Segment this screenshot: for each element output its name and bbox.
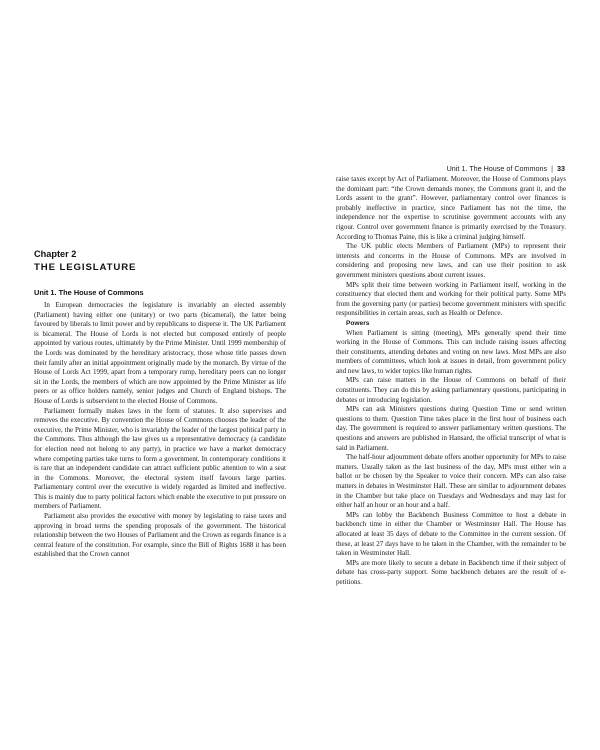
unit-heading: Unit 1. The House of Commons [34,288,144,297]
page-number: 33 [557,164,565,173]
body-paragraph: Parliament formally makes laws in the form of statutes. It also supervises and removes the executive. By convention the House of Commons chooses the leader of the executive, the Prime Minister, who is invariably the leader of the largest political party in the Commons. Thus although the law gives us a representative democracy (a candidate for election need not belong to any party), in practice we have a market democracy where competing parties take turns to form a government. In contemporary conditions it is rare that an independent candidate can attract sufficient public attention to win a seat in the Commons. Moreover, the electoral system itself favours large parties. Parliamentary control over the executive is widely regarded as limited and ineffective. This is mainly due to party political factors which enable the executive to put pressure on members of Parliament. [34,406,286,511]
section-subheading: Powers [346,319,370,327]
running-head-title: Unit 1. The House of Commons [446,164,548,173]
body-paragraph: MPs are more likely to secure a debate in Backbench time if their subject of debate has cross-party support. Some backbench debates are the result of e-petitions. [336,558,566,586]
body-paragraph: MPs can lobby the Backbench Business Committee to host a debate in backbench time in either the Chamber or Westminster Hall. The House has allocated at least 35 days of debate to the Committee in the current session. Of these, at least 27 days have to be taken in the Chamber, with the remainder to be taken in Westminster Hall. [336,510,566,558]
body-paragraph: MPs can ask Ministers questions during Question Time or send written questions to them. Question Time takes place in the first hour of business each day. The government is required to answer parliamentary written questions. The questions and answers are published in Hansard, the official transcript of what is said in Parliament. [336,405,566,452]
body-paragraph: MPs split their time between working in Parliament itself, working in the constituency that elected them and working for their political party. Some MPs from the governing party (or parties) become government ministers with specific responsibilities in certain areas, such as Health or Defence. [336,280,566,318]
body-paragraph: In European democracies the legislature is invariably an elected assembly (Parliament) having either one (unitary) or two parts (bicameral), the latter being favoured by liberals to limit power and by republicans to disperse it. The UK Parliament is bicameral. The House of Lords is not elected but composed entirely of people appointed by various routes, ultimately by the Prime Minister. Until 1999 membership of the Lords was dominated by the hereditary aristocracy, those whose title passes down their family after an initial appointment originally made by the monarch. By virtue of the House of Lords Act 1999, apart from a temporary rump, hereditary peers can no longer sit in the Lords, the members of which are now appointed by the Prime Minister as life peers or as office holders namely, senior judges and Church of England bishops. The House of Lords is subservient to the elected House of Commons. [34,301,286,405]
body-paragraph: The half-hour adjournment debate offers another opportunity for MPs to raise matters. Usually taken as the last business of the day, MPs must either win a ballot or be chosen by the Speaker to voice their concern. MPs can also raise matters in debates in Westminster Hall. These are similar to adjournment debates in the Chamber but take place on Tuesdays and Wednesdays and may last for either half an hour or an hour and a half. [336,453,566,510]
running-head [335,164,565,173]
right-body-text [336,175,566,588]
left-body-text [34,301,286,560]
body-paragraph: The UK public elects Members of Parliament (MPs) to represent their interests and concerns in the House of Commons. MPs are involved in considering and proposing new laws, and can use their position to ask government ministers questions about current issues. [336,242,566,279]
body-paragraph: Parliament also provides the executive with money by legislating to raise taxes and approving in broad terms the spending proposals of the government. The historical relationship between the two Houses of Parliament and the Crown as regards finance is a central feature of the constitution. For example, since the Bill of Rights 1688 it has been established that the Crown cannot [34,512,286,559]
running-head-separator: | [551,164,553,173]
body-paragraph: MPs can raise matters in the House of Commons on behalf of their constituents. They can do this by asking parliamentary questions, participating in debates or introducing legislation. [336,376,566,404]
chapter-label: Chapter 2 [34,249,77,259]
body-paragraph: When Parliament is sitting (meeting), MPs generally spend their time working in the House of Commons. This can include raising issues affecting their constituents, attending debates and voting on new laws. Most MPs are also members of committees, which look at issues in detail, from government policy and new laws, to wider topics like human rights. [336,328,566,375]
body-paragraph: raise taxes except by Act of Parliament. Moreover, the House of Commons plays the dominant part: “the Crown demands money, the Commons grant it, and the Lords assent to the grant”. However, parliamentary control over finances is probably ineffective in practice, since Parliament has not the time, the independence nor the expertise to scrutinise government accounts with any rigour. Control over government finance is primarily exercised by the Treasury. According to Thomas Paine, this is like a criminal judging himself. [336,175,566,241]
chapter-title: THE LEGISLATURE [34,262,137,273]
